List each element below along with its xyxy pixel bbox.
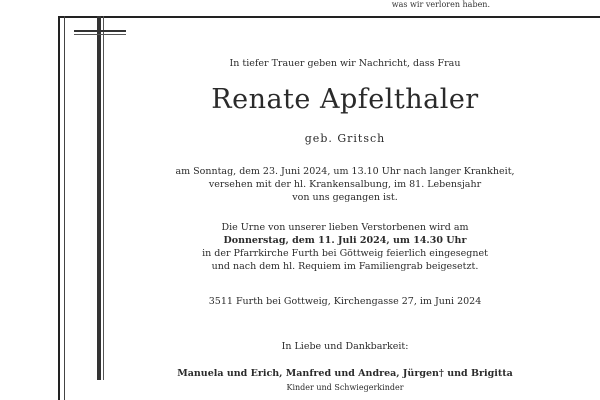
funeral-date: Donnerstag, dem 11. Juli 2024, um 14.30 Uhr (223, 235, 467, 246)
family-names: Manuela und Erich, Manfred und Andrea, Jürgen† und Brigitta (177, 368, 513, 379)
left-border-rule (58, 16, 60, 400)
gratitude-line: In Liebe und Dankbarkeit: (281, 341, 409, 352)
top-border-rule (58, 16, 600, 18)
corner-quote-text: was wir verloren haben. (391, 0, 490, 9)
death-notice-line: am Sonntag, dem 23. Juni 2024, um 13.10 Uhr nach langer Krankheit, (175, 166, 515, 177)
place-date-line: 3511 Furth bei Gottweig, Kirchengasse 27, im Juni 2024 (208, 296, 482, 307)
family-relation: Kinder und Schwiegerkinder (286, 383, 404, 392)
death-notice-paragraph (150, 165, 540, 204)
death-notice-line: von uns gegangen ist. (292, 192, 398, 203)
funeral-line: Die Urne von unserer lieben Verstorbenen wird am (221, 222, 469, 233)
funeral-line: und nach dem hl. Requiem im Familiengrab beigesetzt. (211, 261, 479, 272)
death-notice-line: versehen mit der hl. Krankensalbung, im 81. Lebensjahr (208, 179, 482, 190)
funeral-paragraph (150, 221, 540, 273)
left-inner-rule (64, 16, 65, 400)
maiden-name: geb. Gritsch (304, 132, 386, 145)
intro-text: In tiefer Trauer geben wir Nachricht, dass Frau (229, 58, 461, 69)
funeral-line: in der Pfarrkirche Furth bei Göttweig feierlich eingesegnet (202, 248, 488, 259)
deceased-name: Renate Apfelthaler (211, 84, 479, 115)
